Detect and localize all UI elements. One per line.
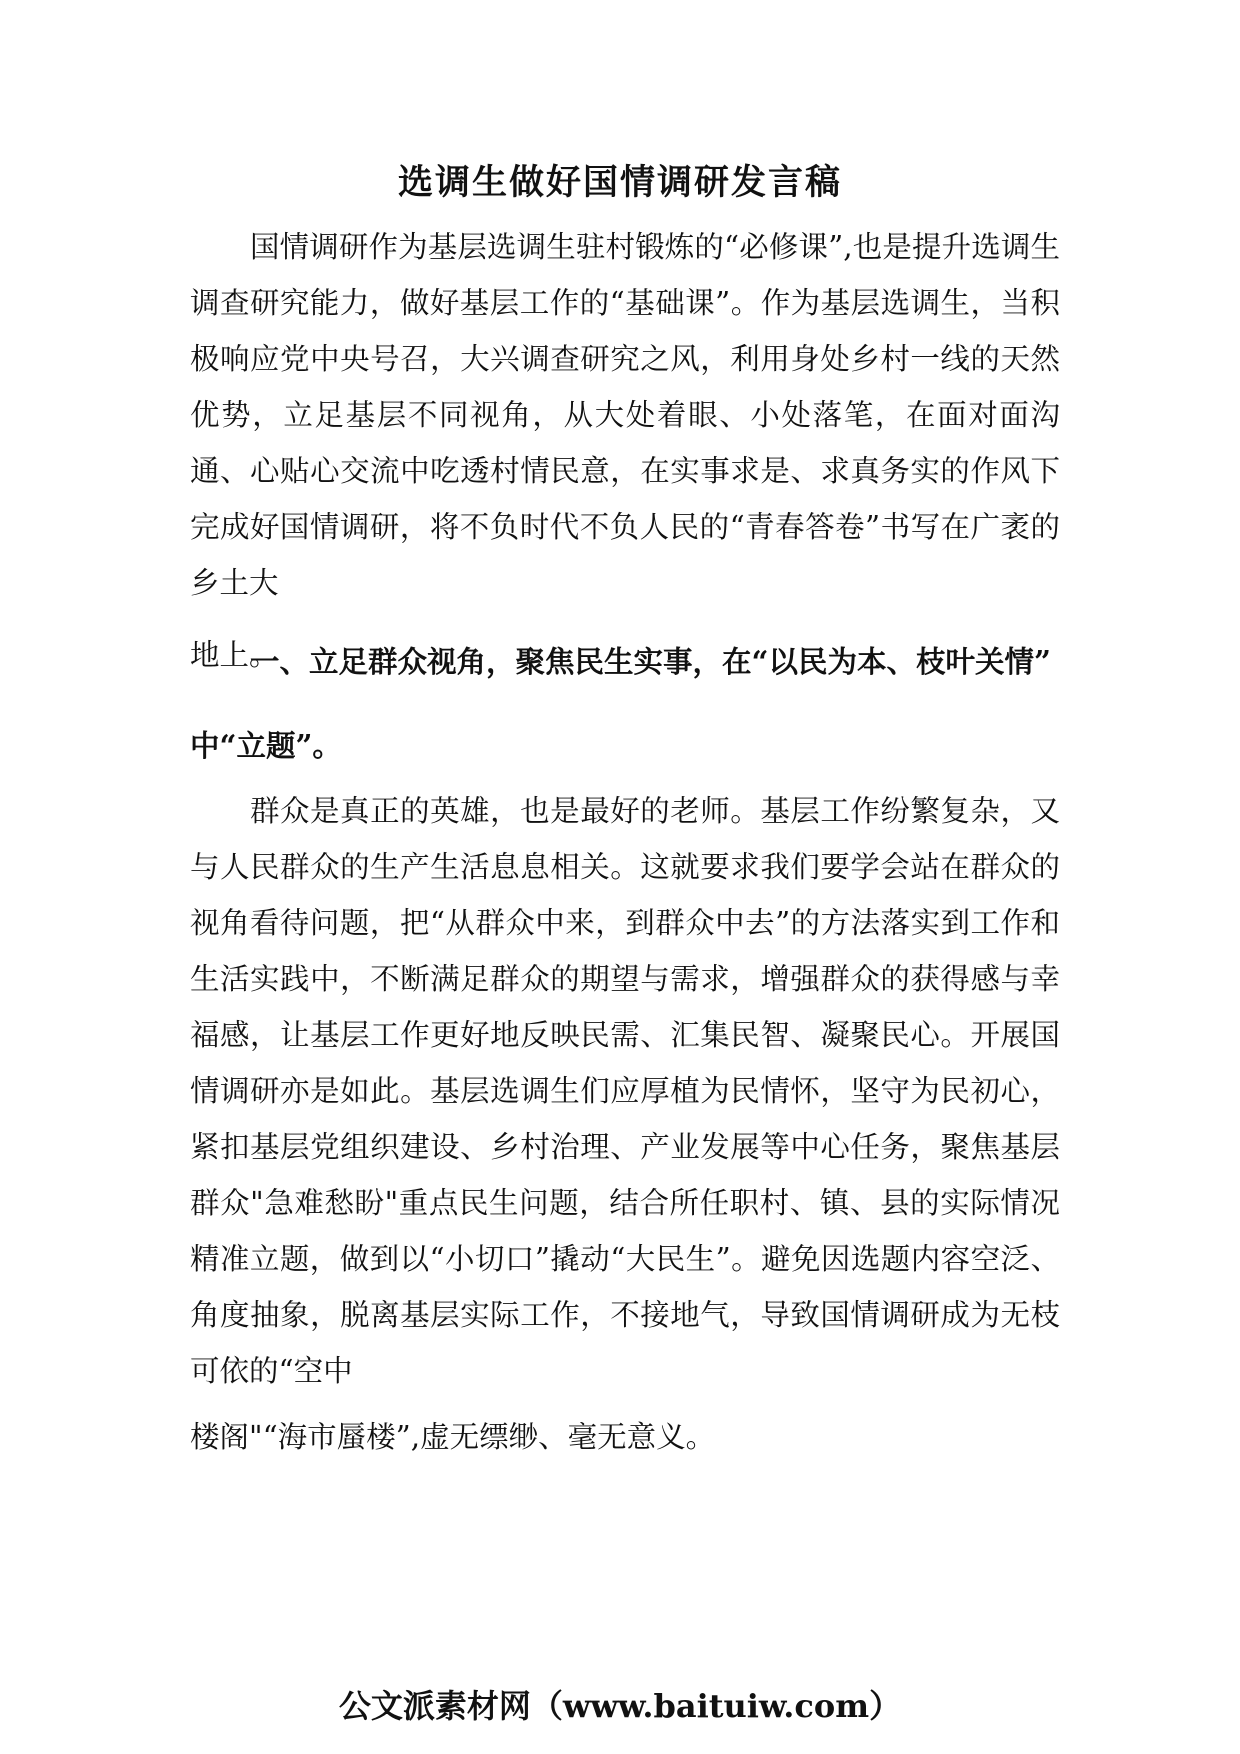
paragraph-section-1	[190, 783, 1060, 1465]
section-heading-1-tail: 中“立题”。	[190, 728, 342, 763]
paragraph-section-1-tail: 楼阁"“海市蜃楼”,虚无缥缈、毫无意义。	[190, 1420, 716, 1454]
paragraph-intro-text: 国情调研作为基层选调生驻村锻炼的“必修课”,也是提升选调生调查研究能力，做好基层工作的“基础课”。作为基层选调生，当积极响应党中央号召，大兴调查研究之风，利用身处乡村一线的天然优势，立足基层不同视角，从大处着眼、小处落笔，在面对面沟通、心贴心交流中吃透村情民意，在实事求是、求真务实的作风下完成好国情调研，将不负时代不负人民的“青春答卷”书写在广袤的乡土大	[190, 230, 1060, 600]
paragraph-section-1-text: 群众是真正的英雄，也是最好的老师。基层工作纷繁复杂，又与人民群众的生产生活息息相关。这就要求我们要学会站在群众的视角看待问题，把“从群众中来，到群众中去”的方法落实到工作和生活实践中，不断满足群众的期望与需求，增强群众的获得感与幸福感，让基层工作更好地反映民需、汇集民智、凝聚民心。开展国情调研亦是如此。基层选调生们应厚植为民情怀，坚守为民初心，紧扣基层党组织建设、乡村治理、产业发展等中心任务，聚焦基层群众"急难愁盼"重点民生问题，结合所任职村、镇、县的实际情况精准立题，做到以“小切口”撬动“大民生”。避免因选题内容空泛、角度抽象，脱离基层实际工作，不接地气，导致国情调研成为无枝可依的“空中	[190, 794, 1060, 1388]
footer-source: 公文派素材网（www.baituiw.com）	[338, 1687, 902, 1725]
document-title: 选调生做好国情调研发言稿	[397, 162, 842, 203]
section-heading-1-text: 一、立足群众视角，聚焦民生实事，在“以民为本、枝叶关情”	[250, 644, 1051, 679]
paragraph-intro-tail: 地上。	[190, 638, 279, 672]
paragraph-intro	[190, 219, 1060, 683]
section-heading-1	[190, 634, 1060, 774]
